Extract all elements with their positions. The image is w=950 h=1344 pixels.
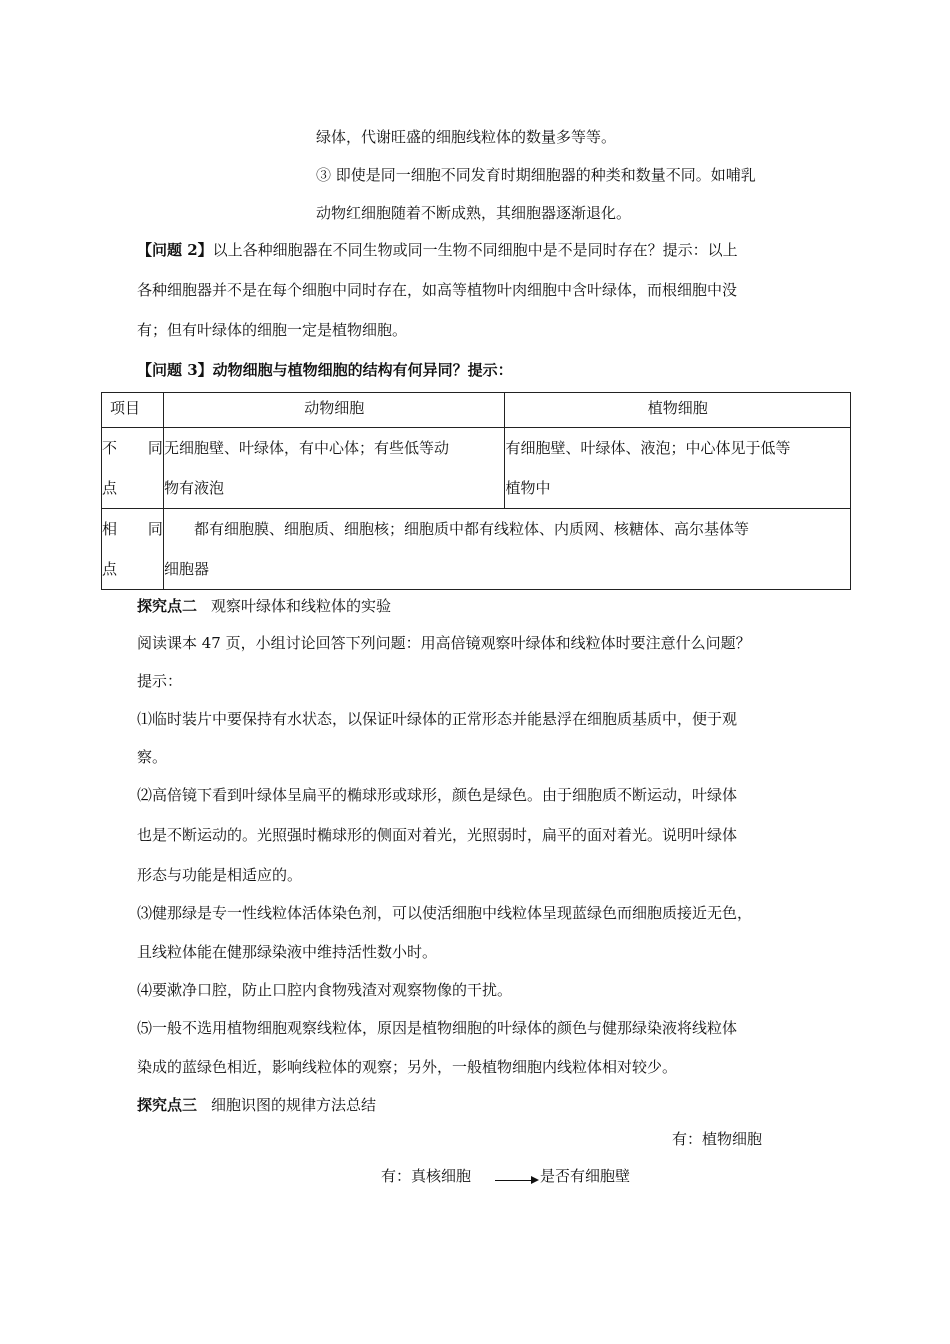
cell-line: 无细胞壁、叶绿体，有中心体；有些低等动: [163, 439, 449, 457]
flow-plant-cell: 有：植物细胞: [672, 1130, 763, 1148]
para-line: 有；但有叶绿体的细胞一定是植物细胞。: [137, 321, 408, 339]
cell-line: 有细胞壁、叶绿体、液泡；中心体见于低等: [505, 439, 791, 457]
section-2-title: 探究点二: [137, 597, 198, 615]
flow-eukaryotic: 有：真核细胞: [381, 1167, 472, 1185]
cell-plant-diff: [505, 428, 851, 509]
para-line: ⑸一般不选用植物细胞观察线粒体，原因是植物细胞的叶绿体的颜色与健那绿染液将线粒体: [137, 1019, 738, 1037]
question-2-label: 【问题 2】: [137, 241, 213, 259]
flow-arrow-line: [495, 1180, 533, 1181]
cell-animal-diff: [163, 428, 505, 509]
para-line: 各种细胞器并不是在每个细胞中同时存在，如高等植物叶肉细胞中含叶绿体，而根细胞中没: [137, 281, 738, 299]
question-3: 【问题 3】动物细胞与植物细胞的结构有何异同？提示：: [137, 361, 513, 379]
row-label-diff: [102, 428, 164, 509]
para-line: 染成的蓝绿色相近，影响线粒体的观察；另外，一般植物细胞内线粒体相对较少。: [137, 1058, 678, 1076]
para-line: 察。: [137, 748, 168, 766]
cell-same: [163, 509, 850, 590]
hint-label: 提示：: [137, 672, 183, 690]
question-2: [137, 240, 738, 260]
cell-line: 植物中: [505, 479, 551, 497]
question-2-text: 以上各种细胞器在不同生物或同一生物不同细胞中是不是同时存在？提示：以上: [212, 241, 738, 259]
flow-cell-wall: 是否有细胞壁: [540, 1167, 631, 1185]
row-label-same: [102, 509, 164, 590]
row-label-diff-a: 不 同: [102, 439, 163, 457]
para-line: ⑶健那绿是专一性线粒体活体染色剂，可以使活细胞中线粒体呈现蓝绿色而细胞质接近无色，: [137, 904, 753, 922]
row-label-diff-b: 点: [102, 479, 118, 497]
flow-arrow-icon: [531, 1176, 539, 1184]
para-line: 动物红细胞随着不断成熟，其细胞器逐渐退化。: [316, 204, 632, 222]
header-item: 项目: [102, 393, 164, 428]
section-2-subtitle: 观察叶绿体和线粒体的实验: [211, 597, 392, 615]
section-2-heading: [137, 596, 391, 616]
cell-line: 细胞器: [163, 560, 209, 578]
header-plant: 植物细胞: [505, 393, 851, 428]
para-line: 形态与功能是相适应的。: [137, 866, 303, 884]
comparison-table: [101, 392, 851, 590]
para-line: 阅读课本 47 页，小组讨论回答下列问题：用高倍镜观察叶绿体和线粒体时要注意什么问题？: [137, 634, 751, 652]
para-line: ⑴临时装片中要保持有水状态，以保证叶绿体的正常形态并能悬浮在细胞质基质中，便于观: [137, 710, 738, 728]
para-line: ⑷要漱净口腔，防止口腔内食物残渣对观察物像的干扰。: [137, 981, 513, 999]
cell-line: 物有液泡: [163, 479, 224, 497]
para-line: ⑵高倍镜下看到叶绿体呈扁平的椭球形或球形，颜色是绿色。由于细胞质不断运动，叶绿体: [137, 786, 738, 804]
table-header-row: [102, 393, 851, 428]
section-3-heading: [137, 1095, 376, 1115]
para-line: ③ 即使是同一细胞不同发育时期细胞器的种类和数量不同。如哺乳: [316, 166, 756, 184]
table-row-same: [102, 509, 851, 590]
cell-line: 都有细胞膜、细胞质、细胞核；细胞质中都有线粒体、内质网、核糖体、高尔基体等: [193, 520, 749, 538]
para-line: 也是不断运动的。光照强时椭球形的侧面对着光，光照弱时，扁平的面对着光。说明叶绿体: [137, 826, 738, 844]
row-label-same-b: 点: [102, 560, 118, 578]
section-3-title: 探究点三: [137, 1096, 198, 1114]
para-line: 且线粒体能在健那绿染液中维持活性数小时。: [137, 943, 438, 961]
section-3-subtitle: 细胞识图的规律方法总结: [211, 1096, 377, 1114]
para-line: 绿体，代谢旺盛的细胞线粒体的数量多等等。: [316, 128, 617, 146]
table-row-diff: [102, 428, 851, 509]
row-label-same-a: 相 同: [102, 520, 163, 538]
header-animal: 动物细胞: [163, 393, 505, 428]
